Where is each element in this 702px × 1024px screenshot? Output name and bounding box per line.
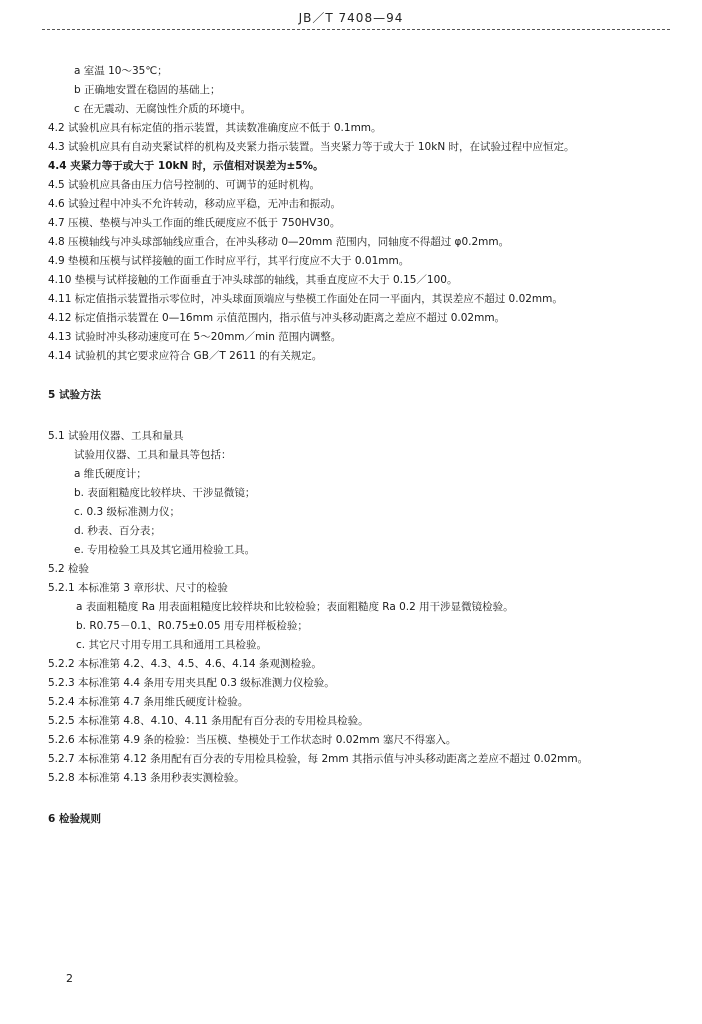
clause-4-11: 4.11 标定值指示装置指示零位时，冲头球面顶端应与垫模工作面处在同一平面内，其误差应不超过 0.02mm。 xyxy=(48,293,563,305)
clause-5-2-7: 5.2.7 本标准第 4.12 条用配有百分表的专用检具检验，每 2mm 其指示值与冲头移动距离之差应不超过 0.02mm。 xyxy=(48,753,589,765)
clause-5-1-heading: 5.1 试验用仪器、工具和量具 xyxy=(48,430,184,442)
clause-4-14: 4.14 试验机的其它要求应符合 GB／T 2611 的有关规定。 xyxy=(48,350,323,362)
env-condition-a: a 室温 10～35℃； xyxy=(74,65,168,77)
instrument-d: d. 秒表、百分表； xyxy=(74,525,161,537)
clause-4-6: 4.6 试验过程中冲头不允许转动，移动应平稳，无冲击和振动。 xyxy=(48,198,342,210)
section-6-title: 6 检验规则 xyxy=(48,813,101,825)
page-number: 2 xyxy=(66,972,73,985)
standard-code-header: JB／T 7408—94 xyxy=(298,11,404,25)
env-condition-c: c 在无震动、无腐蚀性介质的环境中。 xyxy=(74,103,252,115)
clause-5-2-1-heading: 5.2.1 本标准第 3 章形状、尺寸的检验 xyxy=(48,582,228,594)
clause-4-3: 4.3 试验机应具有自动夹紧试样的机构及夹紧力指示装置。当夹紧力等于或大于 10kN 时，在试验过程中应恒定。 xyxy=(48,141,575,153)
document-body xyxy=(48,62,660,829)
clause-4-10: 4.10 垫模与试样接触的工作面垂直于冲头球部的轴线，其垂直度应不大于 0.15／100。 xyxy=(48,274,458,286)
clause-5-2-4: 5.2.4 本标准第 4.7 条用维氏硬度计检验。 xyxy=(48,696,249,708)
clause-4-12: 4.12 标定值指示装置在 0—16mm 示值范围内，指示值与冲头移动距离之差应不超过 0.02mm。 xyxy=(48,312,506,324)
clause-4-2: 4.2 试验机应具有标定值的指示装置，其读数准确度应不低于 0.1mm。 xyxy=(48,122,382,134)
env-condition-b: b 正确地安置在稳固的基础上； xyxy=(74,84,221,96)
instrument-c: c. 0.3 级标准测力仪； xyxy=(74,506,180,518)
shape-check-b: b. R0.75－0.1、R0.75±0.05 用专用样板检验； xyxy=(76,620,308,632)
section-5-title: 5 试验方法 xyxy=(48,389,101,401)
clause-4-7: 4.7 压模、垫模与冲头工作面的维氏硬度应不低于 750HV30。 xyxy=(48,217,341,229)
clause-5-2-8: 5.2.8 本标准第 4.13 条用秒表实测检验。 xyxy=(48,772,245,784)
shape-check-c: c. 其它尺寸用专用工具和通用工具检验。 xyxy=(76,639,267,651)
instrument-b: b. 表面粗糙度比较样块、干涉显微镜； xyxy=(74,487,256,499)
clause-5-2-heading: 5.2 检验 xyxy=(48,563,90,575)
clause-5-1-intro: 试验用仪器、工具和量具等包括： xyxy=(74,449,232,461)
clause-4-8: 4.8 压模轴线与冲头球部轴线应重合，在冲头移动 0—20mm 范围内，同轴度不得超过 φ0.2mm。 xyxy=(48,236,510,248)
clause-5-2-2: 5.2.2 本标准第 4.2、4.3、4.5、4.6、4.14 条观测检验。 xyxy=(48,658,322,670)
clause-4-4: 4.4 夹紧力等于或大于 10kN 时，示值相对误差为±5%。 xyxy=(48,160,324,172)
clause-4-13: 4.13 试验时冲头移动速度可在 5～20mm／min 范围内调整。 xyxy=(48,331,342,343)
header-divider xyxy=(42,29,670,30)
clause-4-9: 4.9 垫模和压模与试样接触的面工作时应平行，其平行度应不大于 0.01mm。 xyxy=(48,255,410,267)
clause-5-2-3: 5.2.3 本标准第 4.4 条用专用夹具配 0.3 级标准测力仪检验。 xyxy=(48,677,335,689)
clause-5-2-6: 5.2.6 本标准第 4.9 条的检验：当压模、垫模处于工作状态时 0.02mm 塞尺不得塞入。 xyxy=(48,734,457,746)
instrument-a: a 维氏硬度计； xyxy=(74,468,147,480)
shape-check-a: a 表面粗糙度 Ra 用表面粗糙度比较样块和比较检验；表面粗糙度 Ra 0.2 用干涉显微镜检验。 xyxy=(76,601,514,613)
clause-4-5: 4.5 试验机应具备由压力信号控制的、可调节的延时机构。 xyxy=(48,179,321,191)
instrument-e: e. 专用检验工具及其它通用检验工具。 xyxy=(74,544,256,556)
clause-5-2-5: 5.2.5 本标准第 4.8、4.10、4.11 条用配有百分表的专用检具检验。 xyxy=(48,715,369,727)
